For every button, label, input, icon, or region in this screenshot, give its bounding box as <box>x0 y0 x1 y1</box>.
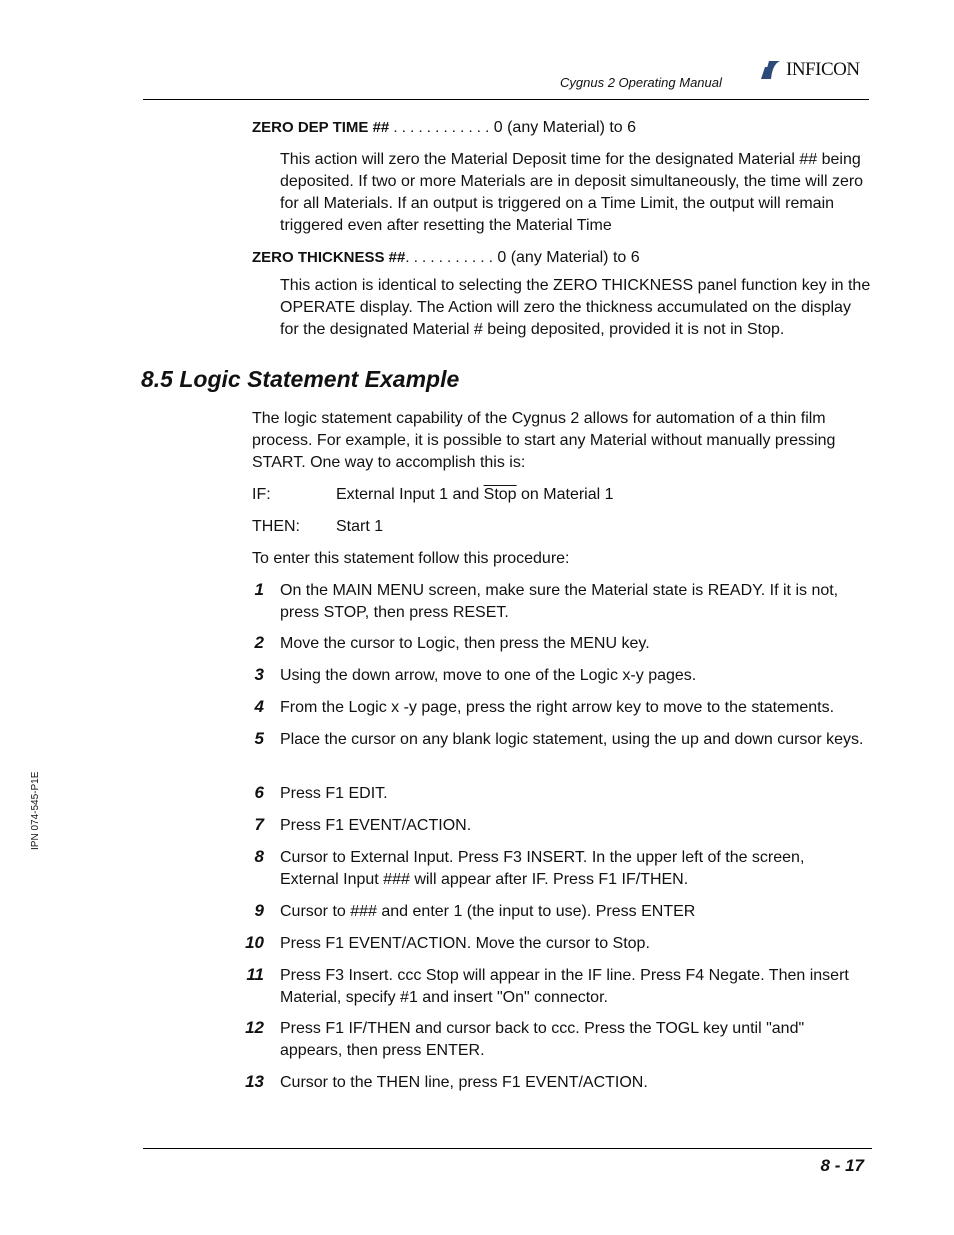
step-number: 2 <box>254 633 264 652</box>
header-rule <box>143 99 869 100</box>
manual-title: Cygnus 2 Operating Manual <box>560 75 722 90</box>
zero-thick-dots: . . . . . . . . . . . <box>405 249 493 266</box>
if-text-after: on Material 1 <box>516 486 614 503</box>
zero-dep-term: ZERO DEP TIME ## <box>252 119 390 136</box>
zero-thick-description: This action is identical to selecting the ZERO THICKNESS panel function key in the OPERATE display. The Action will zero the thickness accumulated on the display for the designated Material # being deposited, provided it is not in Stop. <box>280 277 871 338</box>
if-text-before: External Input 1 and <box>336 486 484 503</box>
page-number: 8 - 17 <box>820 1156 864 1175</box>
step-number: 9 <box>254 901 264 920</box>
step-number: 13 <box>245 1072 264 1091</box>
zero-thick-term-line <box>252 249 640 267</box>
zero-dep-range: 0 (any Material) to 6 <box>489 119 637 136</box>
step-number: 1 <box>254 580 264 599</box>
step-text: Press F1 EVENT/ACTION. <box>280 817 472 834</box>
step-text: Press F1 EVENT/ACTION. Move the cursor to Stop. <box>280 935 650 952</box>
step-number: 7 <box>254 815 264 834</box>
zero-thick-range: 0 (any Material) to 6 <box>492 249 640 266</box>
step-number: 3 <box>254 665 264 684</box>
step-text: Cursor to the THEN line, press F1 EVENT/ACTION. <box>280 1074 648 1091</box>
step-number: 6 <box>254 783 264 802</box>
if-label: IF: <box>252 486 271 503</box>
step-number: 12 <box>245 1018 264 1037</box>
step-text: Move the cursor to Logic, then press the MENU key. <box>280 635 650 652</box>
step-number: 5 <box>254 729 264 748</box>
step-number: 8 <box>254 847 264 866</box>
zero-thick-term: ZERO THICKNESS ## <box>252 249 406 266</box>
step-text: Cursor to External Input. Press F3 INSERT. In the upper left of the screen, External Input ### will appear after IF. Press F1 IF/THEN. <box>280 849 805 888</box>
step-text: Cursor to ### and enter 1 (the input to use). Press ENTER <box>280 903 696 920</box>
step-text: Press F1 EDIT. <box>280 785 388 802</box>
then-label: THEN: <box>252 518 300 535</box>
logo-text: INFICON <box>786 59 860 80</box>
procedure-intro: To enter this statement follow this procedure: <box>252 550 570 567</box>
step-text: On the MAIN MENU screen, make sure the Material state is READY. If it is not, press STOP, then press RESET. <box>280 582 839 621</box>
step-text: Using the down arrow, move to one of the Logic x-y pages. <box>280 667 697 684</box>
inficon-logo <box>760 59 860 81</box>
then-statement: Start 1 <box>336 518 384 535</box>
step-number: 11 <box>246 965 264 984</box>
section-title: 8.5 Logic Statement Example <box>141 366 460 392</box>
if-text-stop: Stop <box>483 486 517 503</box>
step-number: 10 <box>245 933 264 952</box>
step-text: From the Logic x -y page, press the right arrow key to move to the statements. <box>280 699 835 716</box>
step-text: Press F1 IF/THEN and cursor back to ccc. Press the TOGL key until "and" appears, then press ENTER. <box>280 1020 805 1059</box>
document-id: IPN 074-545-P1E <box>30 771 41 850</box>
if-statement <box>336 484 614 506</box>
inficon-logo-icon <box>760 59 784 81</box>
zero-dep-description: This action will zero the Material Deposit time for the designated Material ## being deposited. If two or more Materials are in deposit simultaneously, the time will zero for all Materials. If an output is triggered on a Time Limit, the output will remain triggered even after resetting the Material Time <box>280 151 864 234</box>
zero-dep-term-line <box>252 119 636 137</box>
section-intro: The logic statement capability of the Cygnus 2 allows for automation of a thin film process. For example, it is possible to start any Material without manually pressing START. One way to accomplish this is: <box>252 410 836 471</box>
step-number: 4 <box>254 697 264 716</box>
step-text: Place the cursor on any blank logic statement, using the up and down cursor keys. <box>280 731 864 748</box>
zero-dep-dots: . . . . . . . . . . . . <box>389 119 490 136</box>
footer-rule <box>143 1148 872 1149</box>
step-text: Press F3 Insert. ccc Stop will appear in the IF line. Press F4 Negate. Then insert Material, specify #1 and insert "On" connector. <box>280 967 849 1006</box>
